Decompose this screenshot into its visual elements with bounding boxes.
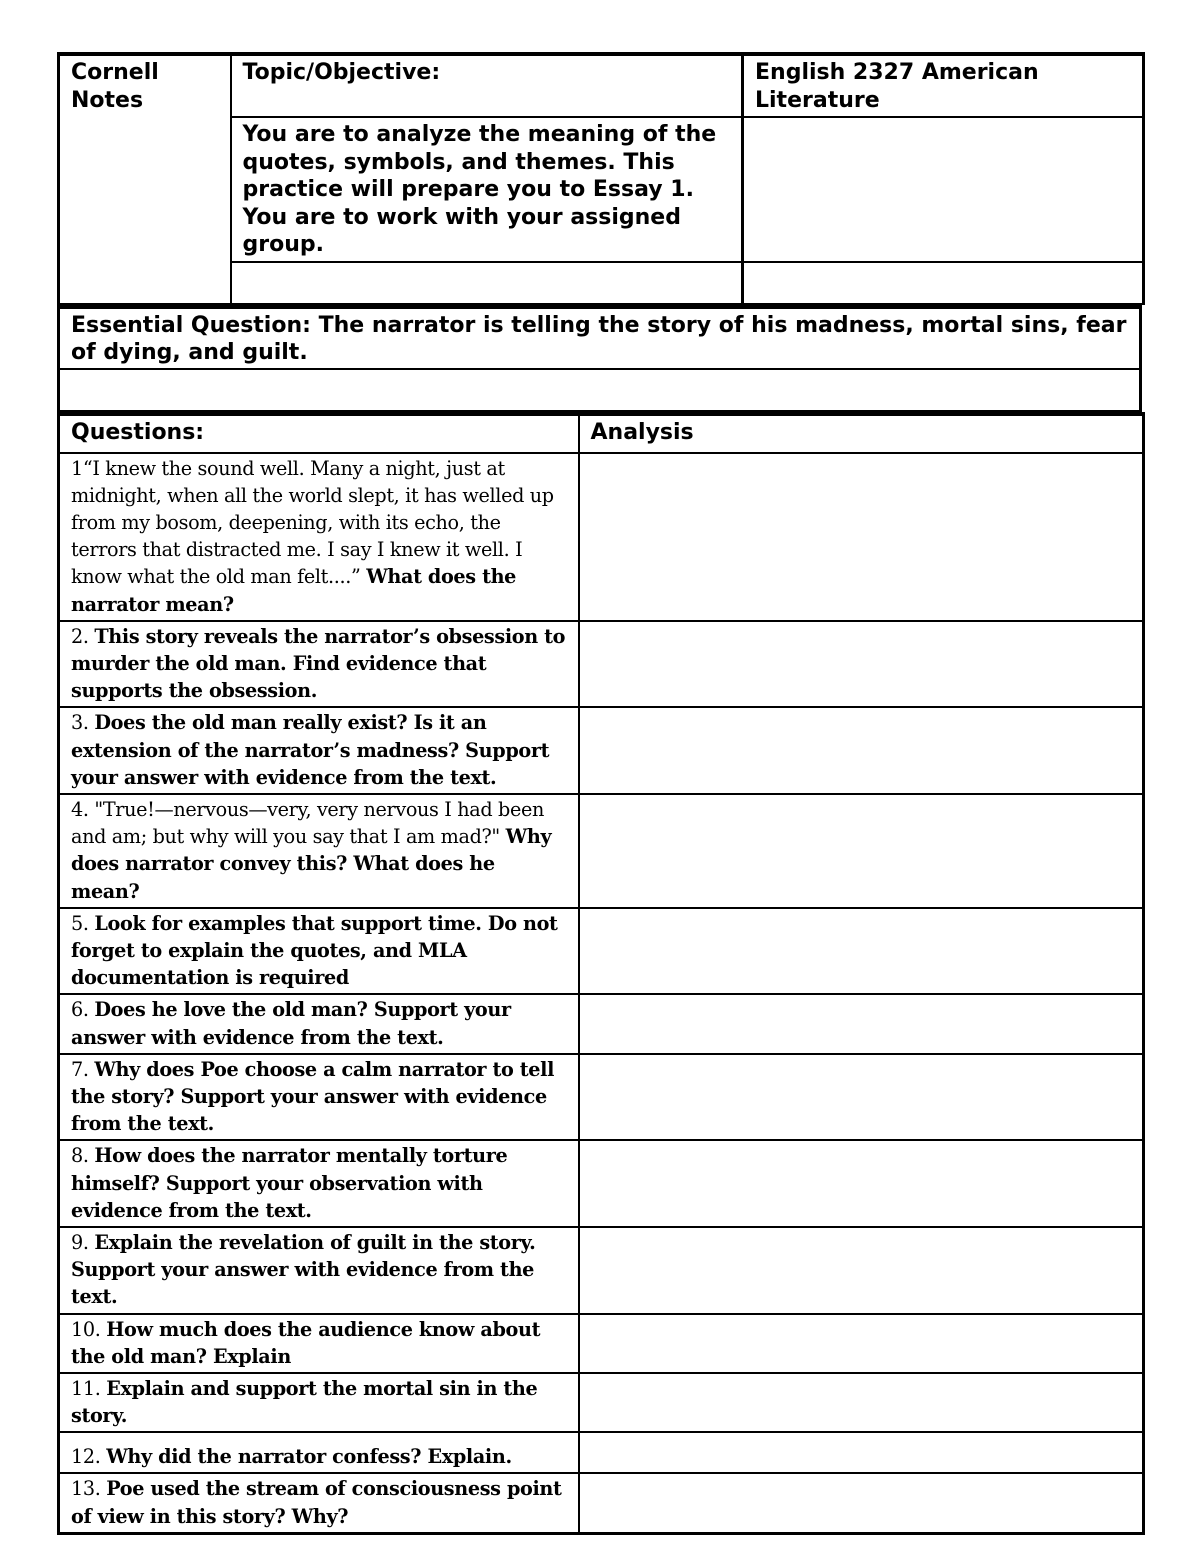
analysis-cell[interactable] [579, 1432, 1144, 1473]
question-row [59, 794, 1144, 908]
question-row [59, 908, 1144, 995]
question-cell [59, 1227, 579, 1314]
course-title: English 2327 American Literature [743, 54, 1144, 117]
topic-objective-label: Topic/Objective: [231, 54, 743, 117]
analysis-cell[interactable] [579, 908, 1144, 995]
essential-question-table [57, 305, 1142, 412]
analysis-cell[interactable] [579, 994, 1144, 1053]
header-table [57, 52, 1145, 305]
question-row [59, 994, 1144, 1053]
cornell-notes-sheet [57, 52, 1142, 1535]
essential-notes-cell [59, 369, 1141, 411]
question-prompt: How much does the audience know about the old man? Explain [71, 1317, 541, 1368]
analysis-column-header: Analysis [579, 414, 1144, 453]
questions-column-header: Questions: [59, 414, 579, 453]
question-prompt: What does the narrator mean? [71, 565, 517, 616]
question-number: 7. [71, 1057, 89, 1081]
objective-extra-cell [231, 262, 743, 304]
course-detail-cell [743, 117, 1144, 262]
question-number: 8. [71, 1144, 89, 1168]
analysis-cell[interactable] [579, 621, 1144, 708]
question-cell [59, 1054, 579, 1141]
question-row [59, 1473, 1144, 1533]
analysis-cell[interactable] [579, 453, 1144, 621]
question-cell [59, 1140, 579, 1227]
analysis-cell[interactable] [579, 1314, 1144, 1373]
question-cell [59, 794, 579, 908]
question-cell [59, 1473, 579, 1533]
question-cell [59, 1314, 579, 1373]
question-prompt: Explain and support the mortal sin in the story. [71, 1377, 538, 1428]
analysis-cell[interactable] [579, 1227, 1144, 1314]
question-row [59, 1227, 1144, 1314]
question-row [59, 621, 1144, 708]
cornell-notes-label: Cornell Notes [59, 54, 231, 304]
question-cell [59, 994, 579, 1053]
question-row [59, 707, 1144, 794]
question-number: 5. [71, 911, 89, 935]
question-cell [59, 1373, 579, 1432]
question-prompt: Why did the narrator confess? Explain. [106, 1445, 512, 1469]
question-number: 3. [71, 711, 89, 735]
question-prompt: This story reveals the narrator’s obsession to murder the old man. Find evidence that supports the obsession. [71, 624, 566, 703]
question-prompt: Look for examples that support time. Do not forget to explain the quotes, and MLA documentation is required [71, 911, 558, 990]
question-number: 1 [71, 456, 83, 480]
question-quote: "True!—nervous—very, very nervous I had been and am; but why will you say that I am mad?" [71, 797, 544, 849]
question-number: 4. [71, 797, 89, 821]
question-number: 11. [71, 1377, 101, 1400]
questions-body [59, 453, 1144, 1534]
question-number: 10. [71, 1317, 101, 1341]
question-prompt: Does the old man really exist? Is it an extension of the narrator’s madness? Support your answer with evidence from the text. [71, 711, 550, 789]
question-number: 6. [71, 998, 89, 1022]
question-quote: “I knew the sound well. Many a night, just at midnight, when all the world slept, it has welled up from my bosom, deepening, with its echo, the terrors that distracted me. I say I knew it well. I know what the old man felt....” [71, 456, 554, 589]
question-number: 12. [71, 1445, 101, 1469]
analysis-cell[interactable] [579, 1373, 1144, 1432]
question-row [59, 453, 1144, 621]
question-prompt: Does he love the old man? Support your answer with evidence from the text. [71, 998, 511, 1049]
question-number: 13. [71, 1477, 101, 1501]
question-number: 9. [71, 1230, 89, 1254]
essential-question: Essential Question: The narrator is telling the story of his madness, mortal sins, fear of dying, and guilt. [59, 307, 1141, 369]
question-prompt: How does the narrator mentally torture himself? Support your observation with evidence from the text. [71, 1144, 508, 1222]
question-cell [59, 453, 579, 621]
question-row [59, 1140, 1144, 1227]
question-number: 2. [71, 624, 89, 648]
objective-text: You are to analyze the meaning of the quotes, symbols, and themes. This practice will prepare you to Essay 1. You are to work with your assigned group. [231, 117, 743, 262]
analysis-cell[interactable] [579, 1054, 1144, 1141]
question-prompt: Why does narrator convey this? What does he mean? [71, 825, 552, 903]
question-row [59, 1054, 1144, 1141]
analysis-cell[interactable] [579, 1140, 1144, 1227]
question-prompt: Explain the revelation of guilt in the story. Support your answer with evidence from the text. [71, 1230, 536, 1309]
question-prompt: Poe used the stream of consciousness point of view in this story? Why? [71, 1477, 562, 1528]
questions-table [57, 412, 1145, 1535]
analysis-cell[interactable] [579, 794, 1144, 908]
question-row [59, 1314, 1144, 1373]
question-cell [59, 908, 579, 995]
analysis-cell[interactable] [579, 1473, 1144, 1533]
question-cell [59, 1432, 579, 1473]
question-cell [59, 621, 579, 708]
question-prompt: Why does Poe choose a calm narrator to tell the story? Support your answer with evidence from the text. [71, 1057, 555, 1136]
analysis-cell[interactable] [579, 707, 1144, 794]
question-row [59, 1373, 1144, 1432]
question-cell [59, 707, 579, 794]
question-row [59, 1432, 1144, 1473]
course-extra-cell [743, 262, 1144, 304]
